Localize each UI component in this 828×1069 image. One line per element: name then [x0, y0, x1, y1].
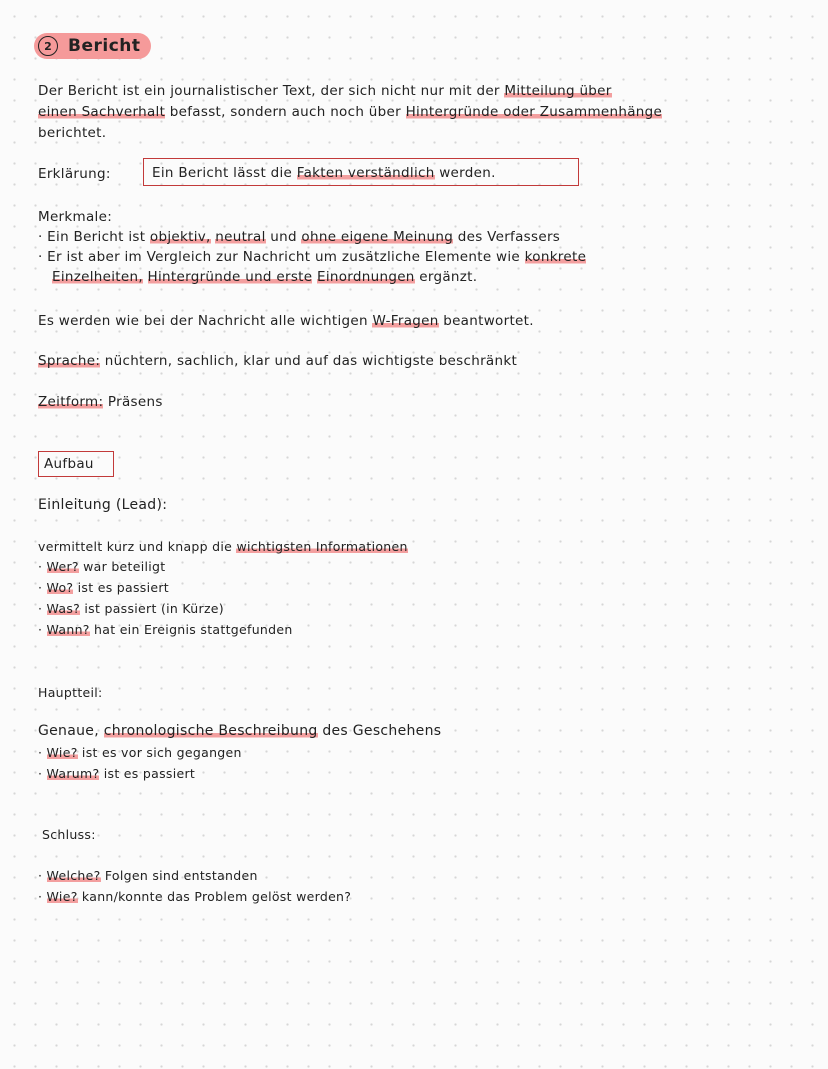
intro-line-2: einen Sachverhalt befasst, sondern auch noch über Hintergründe oder Zusammenhänge	[38, 104, 663, 120]
section-title-pill	[34, 33, 151, 59]
erklaerung-text: Ein Bericht lässt die Fakten verständlich werden.	[152, 165, 496, 181]
section-number: 2	[38, 36, 58, 56]
schluss-heading: Schluss:	[42, 827, 96, 842]
page-title: Bericht	[68, 36, 141, 56]
intro-line-1: Der Bericht ist ein journalistischer Text, der sich nicht nur mit der Mitteilung über	[38, 83, 612, 99]
list-item: · Wer? war beteiligt	[38, 559, 166, 574]
wfragen-line: Es werden wie bei der Nachricht alle wichtigen W-Fragen beantwortet.	[38, 313, 534, 329]
einleitung-heading: Einleitung (Lead):	[38, 497, 168, 513]
list-item: · Warum? ist es passiert	[38, 766, 196, 781]
list-item: · Was? ist passiert (in Kürze)	[38, 601, 224, 616]
list-item: · Welche? Folgen sind entstanden	[38, 868, 258, 883]
intro-line-3: berichtet.	[38, 125, 107, 141]
merkmale-item-2-cont: Einzelheiten, Hintergründe und erste Einordnungen ergänzt.	[52, 269, 478, 285]
merkmale-label: Merkmale:	[38, 209, 113, 225]
merkmale-item-1: · Ein Bericht ist objektiv, neutral und ohne eigene Meinung des Verfassers	[38, 229, 561, 245]
merkmale-item-2: · Er ist aber im Vergleich zur Nachricht um zusätzliche Elemente wie konkrete	[38, 249, 587, 265]
list-item: · Wo? ist es passiert	[38, 580, 169, 595]
hauptteil-intro: Genaue, chronologische Beschreibung des Geschehens	[38, 723, 442, 739]
hauptteil-heading: Hauptteil:	[38, 685, 103, 700]
list-item: · Wie? kann/konnte das Problem gelöst werden?	[38, 889, 352, 904]
zeitform-line: Zeitform: Präsens	[38, 394, 163, 410]
einleitung-intro: vermittelt kurz und knapp die wichtigsten Informationen	[38, 539, 408, 554]
aufbau-label: Aufbau	[44, 456, 94, 472]
list-item: · Wann? hat ein Ereignis stattgefunden	[38, 622, 293, 637]
sprache-line: Sprache: nüchtern, sachlich, klar und auf das wichtigste beschränkt	[38, 353, 518, 369]
erklaerung-label: Erklärung:	[38, 166, 111, 182]
list-item: · Wie? ist es vor sich gegangen	[38, 745, 242, 760]
